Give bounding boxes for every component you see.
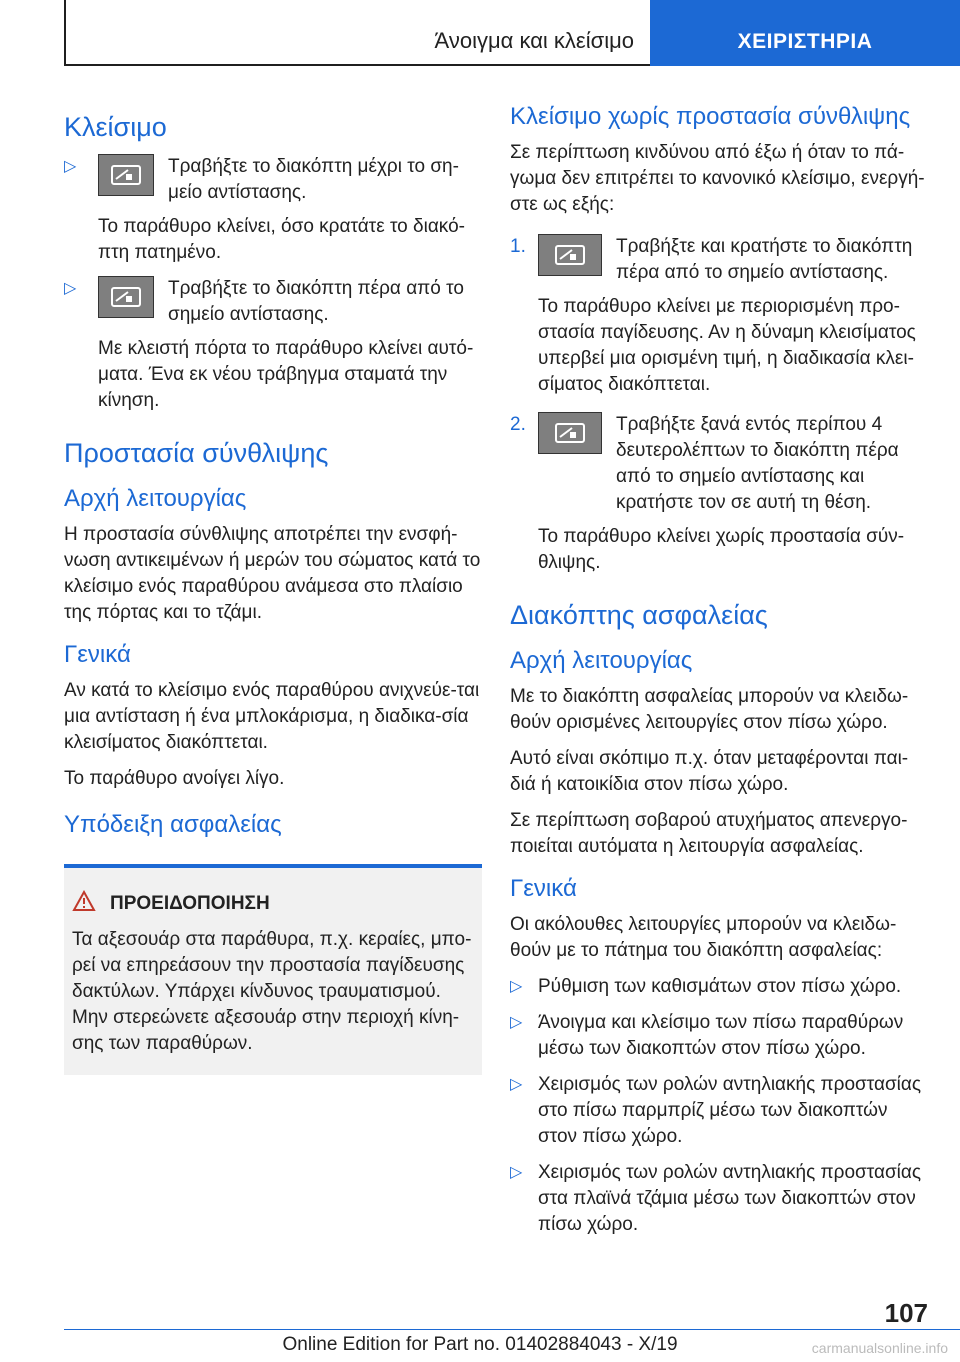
pinch-protection-heading: Προστασία σύνθλιψης: [64, 438, 329, 468]
general-text-1: Αν κατά το κλείσιμο ενός παραθύρου ανιχνεύε-ται μια αντίσταση ή ένα μπλοκάρισμα, η διαδικα-σία κλεισίματος διακόπτεται.: [64, 680, 480, 753]
closing-step-2: [64, 276, 482, 328]
edition-text: Online Edition for Part no. 01402884043 - X/19: [282, 1334, 678, 1355]
safety-note-heading: Υπόδειξη ασφαλείας: [64, 811, 282, 838]
principle-text-1: Με το διακόπτη ασφαλείας μπορούν να κλειδω-θούν ορισμένες λειτουργίες στον πίσω χώρο.: [510, 686, 909, 733]
window-switch-icon: [538, 412, 602, 454]
warning-triangle-icon: [72, 890, 96, 917]
principle-heading: Αρχή λειτουργίας: [64, 485, 247, 512]
closing-step-2-result: Με κλειστή πόρτα το παράθυρο κλείνει αυτό-ματα. Ένα εκ νέου τράβηγμα σταματά την κίνηση.: [98, 338, 474, 411]
left-column: [64, 100, 482, 1075]
window-switch-icon: [98, 276, 154, 318]
footer-rule: [64, 1329, 960, 1330]
no-pinch-step-2: [510, 412, 928, 516]
list-item-text: Ρύθμιση των καθισμάτων στον πίσω χώρο.: [538, 976, 902, 997]
principle-text: Η προστασία σύνθλιψης αποτρέπει την ενσφή-νωση αντικειμένων ή μερών του σώματος κατά το κλείσιμο ενός παραθύρου ανάμεσα στο πλαίσιο της πόρτας και το τζάμι.: [64, 524, 481, 623]
general-heading: Γενικά: [510, 875, 577, 902]
principle-heading: Αρχή λειτουργίας: [510, 647, 693, 674]
warning-box: [64, 864, 482, 1075]
step-number: 1.: [510, 236, 526, 257]
general-intro: Οι ακόλουθες λειτουργίες μπορούν να κλειδω-θούν με το πάτημα του διακόπτη ασφαλείας:: [510, 914, 897, 961]
section-title: Άνοιγμα και κλείσιμο: [434, 28, 634, 53]
header-rule-left: [64, 0, 66, 66]
no-pinch-step-1-result: Το παράθυρο κλείνει με περιορισμένη προ-στασία παγίδευσης. Αν η δύναμη κλεισίματος υπερβεί μια ορισμένη τιμή, η διαδικασία κλει-σίματος διακόπτεται.: [538, 296, 916, 395]
general-heading: Γενικά: [64, 641, 131, 668]
closing-heading: Κλείσιμο: [64, 112, 167, 142]
no-pinch-intro: Σε περίπτωση κινδύνου από έξω ή όταν το πά-γωμα δεν επιτρέπει το κανονικό κλείσιμο, ενεργή-στε ως εξής:: [510, 142, 925, 215]
no-pinch-step-1-text: Τραβήξτε και κρατήστε το διακόπτη πέρα από το σημείο αντίστασης.: [616, 236, 913, 283]
triangle-right-icon: ▷: [64, 280, 77, 297]
list-item-text: Χειρισμός των ρολών αντηλιακής προστασίας στα πλαϊνά τζάμια μέσω των διακοπτών στον πίσω χώρο.: [538, 1162, 922, 1235]
general-text-2: Το παράθυρο ανοίγει λίγο.: [64, 768, 285, 789]
safety-switch-heading: Διακόπτης ασφαλείας: [510, 600, 768, 630]
watermark: carmanualsonline.info: [811, 1340, 948, 1356]
warning-title: ΠΡΟΕΙΔΟΠΟΙΗΣΗ: [110, 892, 270, 914]
closing-step-1: [64, 154, 482, 206]
closing-step-2-text: Τραβήξτε το διακόπτη πέρα από το σημείο αντίστασης.: [168, 278, 464, 325]
no-pinch-step-2-text: Τραβήξτε ξανά εντός περίπου 4 δευτερολέπτων το διακόπτη πέρα από το σημείο αντίστασης και κρατήστε τον σε αυτή τη θέση.: [616, 414, 899, 513]
no-pinch-step-2-result: Το παράθυρο κλείνει χωρίς προστασία σύν-θλιψης.: [538, 526, 905, 573]
list-item: [510, 1072, 928, 1150]
window-switch-icon: [98, 154, 154, 196]
page-number: 107: [884, 1298, 928, 1328]
closing-step-1-text: Τραβήξτε το διακόπτη μέχρι το ση-μείο αντίστασης.: [168, 156, 459, 203]
chapter-tab: ΧΕΙΡΙΣΤΗΡΙΑ: [650, 0, 960, 66]
list-item: [510, 974, 928, 1000]
list-item-text: Άνοιγμα και κλείσιμο των πίσω παραθύρων μέσω των διακοπτών στον πίσω χώρο.: [538, 1012, 904, 1059]
warning-text: Τα αξεσουάρ στα παράθυρα, π.χ. κεραίες, μπο-ρεί να επηρεάσουν την προστασία παγίδευσης δακτύλων. Υπάρχει κίνδυνος τραυματισμού. Μην στερεώνετε αξεσουάρ στην περιοχή κίνη-σης των παραθύρων.: [72, 929, 472, 1054]
triangle-right-icon: ▷: [510, 1076, 523, 1093]
list-item: [510, 1160, 928, 1238]
warning-header: [72, 890, 474, 917]
triangle-right-icon: ▷: [510, 1164, 523, 1181]
list-item: [510, 1010, 928, 1062]
triangle-right-icon: ▷: [64, 158, 77, 175]
triangle-right-icon: ▷: [510, 978, 523, 995]
page-header: [0, 0, 960, 66]
window-switch-icon: [538, 234, 602, 276]
right-column: [510, 100, 928, 1248]
principle-text-3: Σε περίπτωση σοβαρού ατυχήματος απενεργο-ποιείται αυτόματα η λειτουργία ασφαλείας.: [510, 810, 908, 857]
step-number: 2.: [510, 414, 526, 435]
triangle-right-icon: ▷: [510, 1014, 523, 1031]
no-pinch-heading: Κλείσιμο χωρίς προστασία σύνθλιψης: [510, 103, 911, 130]
no-pinch-step-1: [510, 234, 928, 286]
list-item-text: Χειρισμός των ρολών αντηλιακής προστασίας στο πίσω παρμπρίζ μέσω των διακοπτών στον πίσω χώρο.: [538, 1074, 922, 1147]
principle-text-2: Αυτό είναι σκόπιμο π.χ. όταν μεταφέρονται παι-διά ή κατοικίδια στον πίσω χώρο.: [510, 748, 909, 795]
closing-step-1-result: Το παράθυρο κλείνει, όσο κρατάτε το διακό-πτη πατημένο.: [98, 216, 465, 263]
